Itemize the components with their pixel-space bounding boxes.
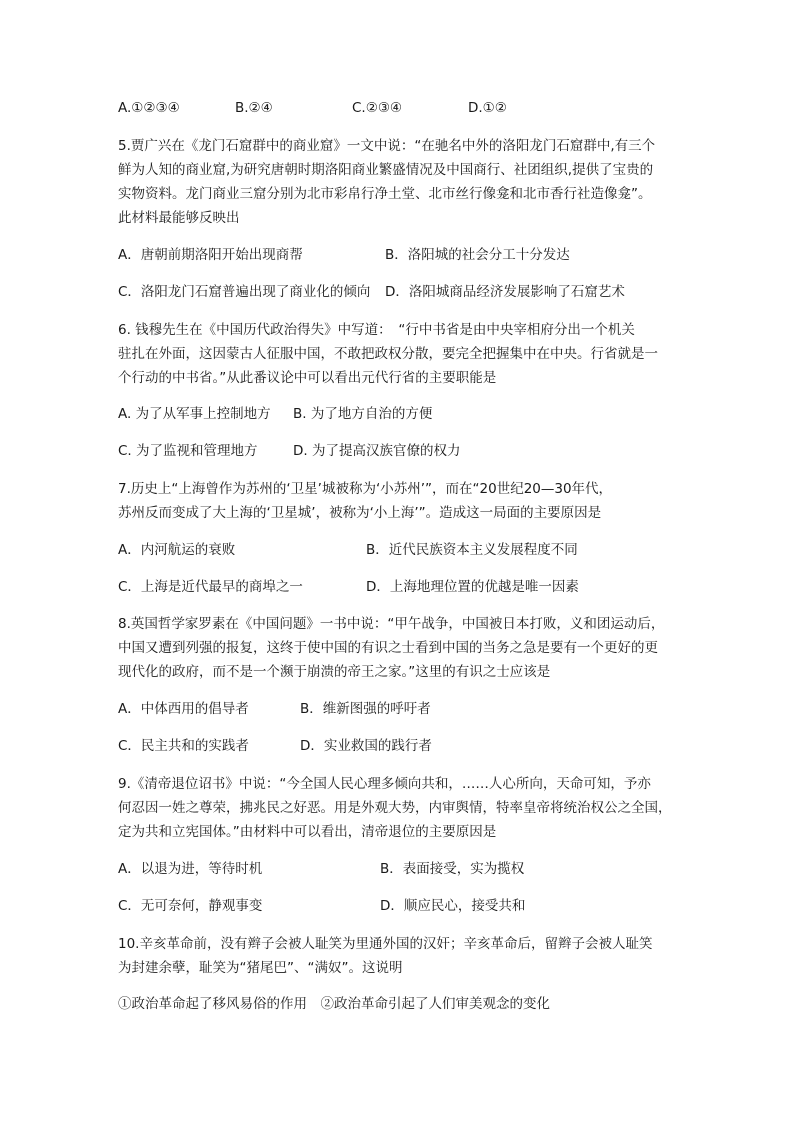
q8-stem-line-3: 现代化的政府，而不是一个濒于崩溃的帝王之家。”这里的有识之士应该是 <box>118 664 551 680</box>
q7-stem-line-1: 7.历史上“上海曾作为苏州的‘卫星’城被称为‘小苏州’”，而在“20世纪20—30年代， <box>118 481 613 497</box>
q4-option-b[interactable]: B.②④ <box>235 100 273 116</box>
q5-stem-line-3: 实物资料。龙门商业三窟分别为北市彩帛行净土堂、北市丝行像龛和北市香行社造像龛”。 <box>118 186 652 202</box>
q4-option-d[interactable]: D.①② <box>468 100 507 116</box>
q5-option-b[interactable]: B．洛阳城的社会分工十分发达 <box>385 247 570 263</box>
q5-option-d[interactable]: D．洛阳城商品经济发展影响了石窟艺术 <box>385 284 625 300</box>
q9-option-a[interactable]: A．以退为进，等待时机 <box>118 861 263 877</box>
q10-stem-line-1: 10.辛亥革命前，没有辫子会被人耻笑为里通外国的汉奸；辛亥革命后，留辫子会被人耻笑 <box>118 936 653 952</box>
q10-statement-line: ①政治革命起了移风易俗的作用 ②政治革命引起了人们审美观念的变化 <box>118 996 550 1012</box>
q7-option-a[interactable]: A．内河航运的衰败 <box>118 542 236 558</box>
q8-option-a[interactable]: A．中体西用的倡导者 <box>118 701 249 717</box>
q9-stem-line-1: 9.《清帝退位诏书》中说：“今全国人民心理多倾向共和，……人心所向，天命可知，予亦 <box>118 776 651 792</box>
q10-stem-line-2: 为封建余孽，耻笑为“猪尾巴”、“满奴”。这说明 <box>118 960 403 976</box>
q9-option-c[interactable]: C．无可奈何，静观事变 <box>118 898 263 914</box>
q9-option-b[interactable]: B．表面接受，实为揽权 <box>380 861 525 877</box>
q7-option-c[interactable]: C．上海是近代最早的商埠之一 <box>118 579 303 595</box>
q4-option-a[interactable]: A.①②③④ <box>118 100 180 116</box>
q5-option-a[interactable]: A．唐朝前期洛阳开始出现商帮 <box>118 247 303 263</box>
q7-option-b[interactable]: B．近代民族资本主义发展程度不同 <box>366 542 578 558</box>
q5-stem-line-2: 鲜为人知的商业窟,为研究唐朝时期洛阳商业繁盛情况及中国商行、社团组织,提供了宝贵的 <box>118 162 654 178</box>
q9-option-d[interactable]: D．顺应民心，接受共和 <box>380 898 526 914</box>
q8-option-c[interactable]: C．民主共和的实践者 <box>118 738 249 754</box>
q6-stem-line-2: 驻扎在外面，这因蒙古人征服中国，不敢把政权分散，要完全把握集中在中央。行省就是一 <box>118 346 658 362</box>
q6-option-a[interactable]: A. 为了从军事上控制地方 <box>118 406 271 422</box>
q9-stem-line-3: 定为共和立宪国体。”由材料中可以看出，清帝退位的主要原因是 <box>118 824 497 840</box>
q9-stem-line-2: 何忍因一姓之尊荣，拂兆民之好恶。用是外观大势，内审舆情，特率皇帝将统治权公之全国， <box>118 800 672 816</box>
q4-option-c[interactable]: C.②③④ <box>352 100 403 116</box>
q8-stem-line-1: 8.英国哲学家罗素在《中国问题》一书中说：“甲午战争，中国被日本打败，义和团运动后， <box>118 616 665 632</box>
q8-option-d[interactable]: D．实业救国的践行者 <box>300 738 432 754</box>
q6-stem-line-1: 6. 钱穆先生在《中国历代政治得失》中写道： “行中书省是由中央宰相府分出一个机关 <box>118 322 635 338</box>
q6-option-c[interactable]: C. 为了监视和管理地方 <box>118 443 258 459</box>
q7-option-d[interactable]: D．上海地理位置的优越是唯一因素 <box>366 579 579 595</box>
q5-option-c[interactable]: C．洛阳龙门石窟普遍出现了商业化的倾向 <box>118 284 371 300</box>
q8-stem-line-2: 中国又遭到列强的报复，这终于使中国的有识之士看到中国的当务之急是要有一个更好的更 <box>118 640 658 656</box>
q6-option-b[interactable]: B. 为了地方自治的方便 <box>293 406 433 422</box>
q5-stem-line-4: 此材料最能够反映出 <box>118 210 240 226</box>
q8-option-b[interactable]: B．维新图强的呼吁者 <box>300 701 431 717</box>
q5-stem-line-1: 5.贾广兴在《龙门石窟群中的商业窟》一文中说：“在驰名中外的洛阳龙门石窟群中,有三个 <box>118 138 656 154</box>
q6-option-d[interactable]: D. 为了提高汉族官僚的权力 <box>293 443 461 459</box>
q6-stem-line-3: 个行动的中书省。”从此番议论中可以看出元代行省的主要职能是 <box>118 370 497 386</box>
q7-stem-line-2: 苏州反而变成了大上海的‘卫星城’，被称为‘小上海’”。造成这一局面的主要原因是 <box>118 505 602 521</box>
